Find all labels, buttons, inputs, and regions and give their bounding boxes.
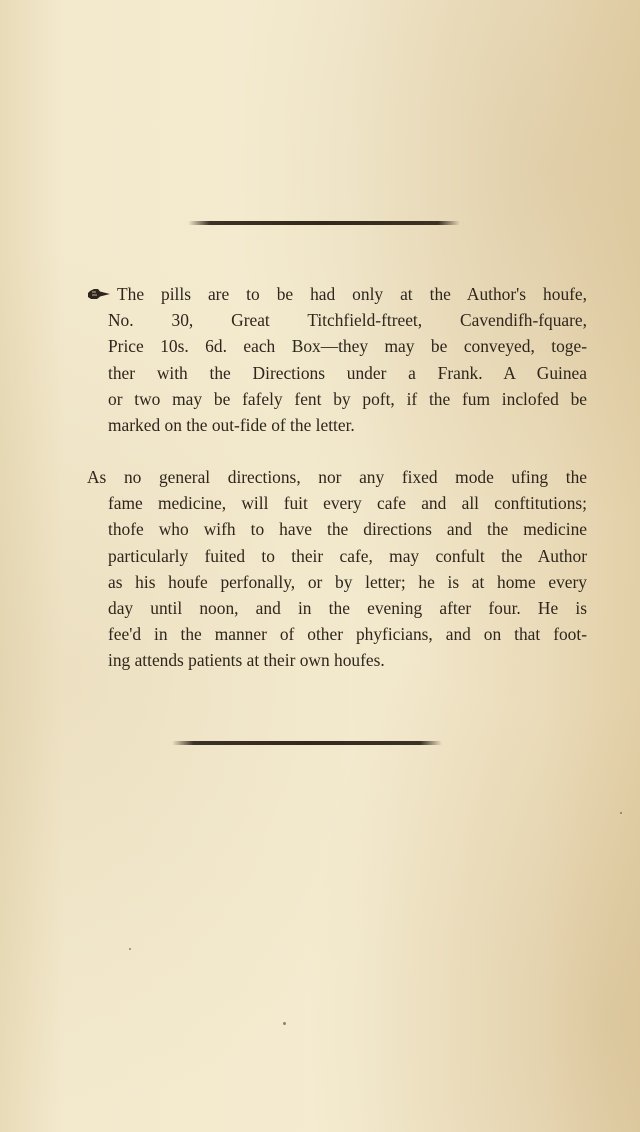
paper-speck: [283, 1022, 286, 1025]
text-line: as his houfe perfonally, or by letter; he is at home every: [108, 571, 587, 592]
paper-speck: [129, 948, 131, 950]
text-line: day until noon, and in the evening after four. He is: [108, 598, 587, 619]
text-line: As no general directions, nor any fixed mode ufing the: [87, 467, 587, 487]
text-line: marked on the out-fide of the letter.: [108, 415, 355, 436]
text-line: ing attends patients at their own houfes.: [108, 650, 385, 671]
paragraph-pills-availability: [87, 281, 587, 438]
paper-speck: [620, 812, 622, 814]
text-line: Price 10s. 6d. each Box—they may be conveyed, toge-: [108, 336, 587, 357]
pointing-hand-icon: [87, 287, 111, 301]
text-line: thofe who wifh to have the directions and the medicine: [108, 519, 587, 540]
text-line: ther with the Directions under a Frank. A Guinea: [108, 362, 587, 383]
top-ornamental-rule: [188, 221, 460, 225]
text-line: The pills are to be had only at the Author's houfe,: [87, 281, 587, 307]
paragraph-consultation: [87, 464, 587, 674]
text-line: fee'd in the manner of other phyficians, and on that foot-: [108, 624, 587, 645]
text-line: or two may be fafely fent by poft, if the fum inclofed be: [108, 388, 587, 409]
text-line: particularly fuited to their cafe, may confult the Author: [108, 545, 587, 566]
text-line: No. 30, Great Titchfield-ftreet, Cavendifh-fquare,: [108, 310, 587, 331]
text-line: fame medicine, will fuit every cafe and all conftitutions;: [108, 493, 587, 514]
bottom-ornamental-rule: [172, 741, 442, 745]
